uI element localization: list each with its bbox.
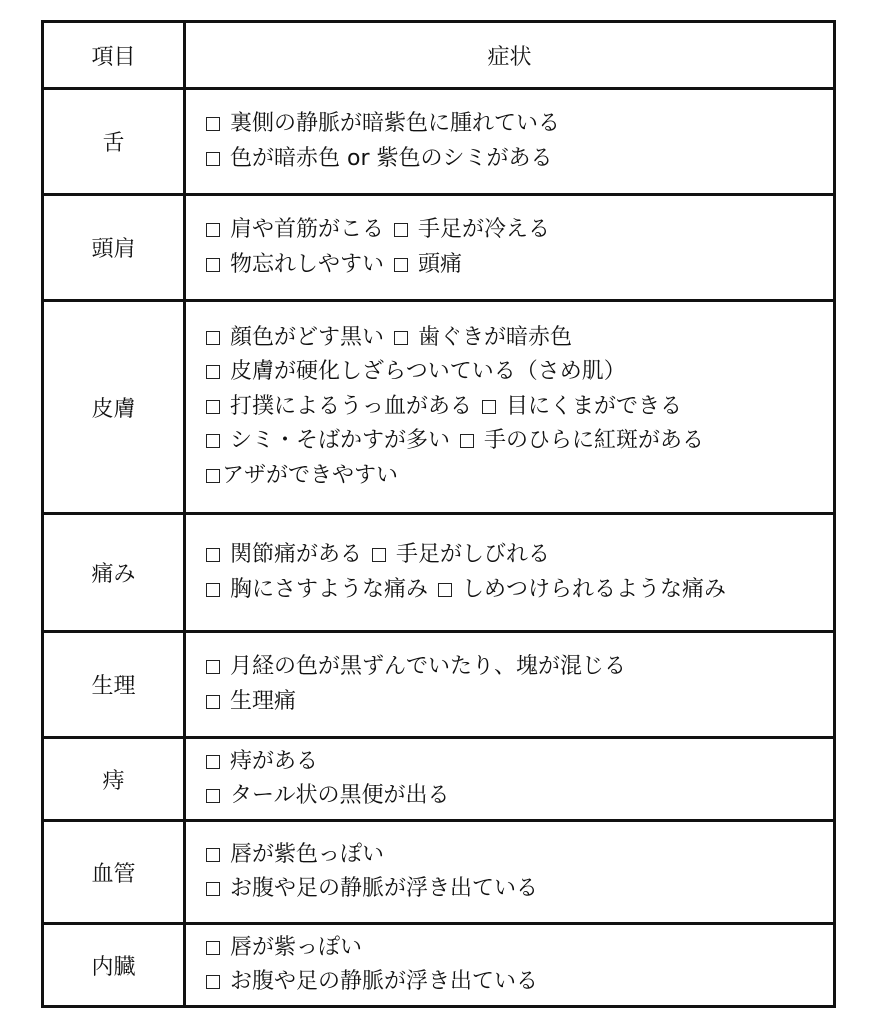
symptom-label: 関節痛がある	[230, 542, 363, 567]
header-row	[43, 22, 835, 89]
symptom-item	[394, 217, 550, 242]
symptom-label: アザができやすい	[222, 462, 399, 488]
symptom-label: 唇が紫っぽい	[230, 934, 363, 960]
symptom-item	[438, 577, 726, 602]
category-cell: 皮膚	[43, 301, 185, 514]
checkbox-icon[interactable]	[394, 258, 408, 272]
symptom-line	[206, 390, 833, 425]
header-symptoms: 症状	[185, 22, 835, 89]
symptom-label: お腹や足の静脈が浮き出ている	[230, 876, 539, 901]
table-row	[43, 89, 835, 195]
symptom-line	[206, 538, 833, 573]
table-row	[43, 195, 835, 301]
symptom-item	[482, 394, 682, 419]
symptom-item	[206, 111, 560, 136]
checkbox-icon[interactable]	[206, 975, 220, 989]
symptom-item	[460, 428, 704, 453]
symptom-item	[206, 689, 296, 714]
symptom-label: 唇が紫色っぽい	[230, 841, 385, 867]
symptom-checklist-table	[41, 20, 836, 1008]
symptom-item	[206, 876, 538, 901]
symptom-item	[206, 749, 318, 774]
table-row	[43, 301, 835, 514]
symptom-line	[206, 459, 833, 494]
symptom-item	[206, 935, 362, 960]
checkbox-icon[interactable]	[206, 223, 220, 237]
category-cell: 血管	[43, 821, 185, 924]
symptom-item	[206, 654, 626, 679]
category-cell: 痛み	[43, 514, 185, 632]
checkbox-icon[interactable]	[394, 331, 408, 345]
symptom-item	[206, 969, 538, 994]
symptom-line	[206, 213, 833, 248]
symptom-item	[206, 325, 384, 350]
symptom-label: 生理痛	[230, 688, 297, 714]
symptom-line	[206, 745, 833, 780]
symptom-line	[206, 779, 833, 814]
checkbox-icon[interactable]	[206, 583, 220, 597]
symptom-item	[206, 842, 384, 867]
category-cell: 頭肩	[43, 195, 185, 301]
symptoms-cell	[185, 924, 835, 1007]
symptom-item	[206, 783, 450, 808]
symptom-label: 歯ぐきが暗赤色	[418, 324, 573, 350]
symptom-label: 頭痛	[418, 251, 463, 277]
symptom-label: 打撲によるうっ血がある	[230, 393, 473, 419]
symptom-label: 痔がある	[230, 748, 319, 774]
symptom-line	[206, 573, 833, 608]
checkbox-icon[interactable]	[206, 660, 220, 674]
symptoms-cell	[185, 821, 835, 924]
checkbox-icon[interactable]	[206, 469, 220, 483]
checkbox-icon[interactable]	[438, 583, 452, 597]
category-cell: 生理	[43, 632, 185, 738]
symptom-line	[206, 107, 833, 142]
symptom-item	[206, 359, 626, 384]
symptom-item	[206, 542, 362, 567]
symptom-line	[206, 965, 833, 1000]
symptoms-cell	[185, 301, 835, 514]
symptom-item	[206, 577, 428, 602]
symptom-line	[206, 872, 833, 907]
symptom-label: 手足がしびれる	[396, 542, 551, 567]
symptoms-cell	[185, 632, 835, 738]
checkbox-icon[interactable]	[206, 848, 220, 862]
symptom-line	[206, 248, 833, 283]
symptom-item	[394, 325, 572, 350]
symptom-line	[206, 685, 833, 720]
checkbox-icon[interactable]	[206, 400, 220, 414]
symptom-item	[206, 252, 384, 277]
symptoms-cell	[185, 738, 835, 821]
header-category: 項目	[43, 22, 185, 89]
table-row	[43, 821, 835, 924]
checkbox-icon[interactable]	[206, 434, 220, 448]
symptoms-cell	[185, 89, 835, 195]
table-row	[43, 632, 835, 738]
symptom-label: お腹や足の静脈が浮き出ている	[230, 969, 539, 994]
symptom-label: 手足が冷える	[418, 217, 551, 242]
symptom-label: 裏側の静脈が暗紫色に腫れている	[230, 111, 561, 136]
symptom-line	[206, 142, 833, 177]
symptom-label: 月経の色が黒ずんでいたり、塊が混じる	[230, 654, 627, 679]
symptom-label: 目にくまができる	[506, 393, 683, 419]
symptom-label: しめつけられるような痛み	[462, 576, 727, 602]
symptom-line	[206, 321, 833, 356]
symptom-label: 肩や首筋がこる	[230, 217, 385, 242]
table-row	[43, 924, 835, 1007]
category-cell: 内臓	[43, 924, 185, 1007]
symptom-line	[206, 931, 833, 966]
symptom-item	[372, 542, 550, 567]
symptom-line	[206, 650, 833, 685]
checkbox-icon[interactable]	[394, 223, 408, 237]
symptom-item	[206, 394, 472, 419]
checkbox-icon[interactable]	[206, 789, 220, 803]
checkbox-icon[interactable]	[206, 548, 220, 562]
symptom-label: 胸にさすような痛み	[230, 576, 429, 602]
symptom-label: 手のひらに紅斑がある	[484, 428, 705, 454]
symptom-label: 顔色がどす黒い	[230, 324, 385, 350]
symptom-label: 色が暗赤色 or 紫色のシミがある	[230, 145, 553, 171]
table-row	[43, 514, 835, 632]
symptom-item	[394, 252, 462, 277]
checkbox-icon[interactable]	[206, 755, 220, 769]
symptom-label: 物忘れしやすい	[230, 251, 385, 277]
table-row	[43, 738, 835, 821]
category-cell: 痔	[43, 738, 185, 821]
checkbox-icon[interactable]	[206, 941, 220, 955]
symptoms-cell	[185, 195, 835, 301]
checkbox-icon[interactable]	[206, 117, 220, 131]
symptoms-cell	[185, 514, 835, 632]
symptom-item	[206, 217, 384, 242]
symptom-item	[206, 428, 450, 453]
symptom-item	[206, 146, 553, 171]
category-cell: 舌	[43, 89, 185, 195]
symptom-label: 皮膚が硬化しざらついている（さめ肌）	[230, 359, 626, 385]
symptom-label: タール状の黒便が出る	[230, 783, 450, 808]
checkbox-icon[interactable]	[206, 331, 220, 345]
symptom-line	[206, 424, 833, 459]
checkbox-icon[interactable]	[206, 695, 220, 709]
symptom-line	[206, 838, 833, 873]
checkbox-icon[interactable]	[206, 258, 220, 272]
checkbox-icon[interactable]	[482, 400, 496, 414]
symptom-item	[206, 463, 398, 488]
checkbox-icon[interactable]	[206, 365, 220, 379]
symptom-line	[206, 355, 833, 390]
checkbox-icon[interactable]	[460, 434, 474, 448]
checkbox-icon[interactable]	[372, 548, 386, 562]
checkbox-icon[interactable]	[206, 152, 220, 166]
checkbox-icon[interactable]	[206, 882, 220, 896]
symptom-label: シミ・そばかすが多い	[230, 428, 451, 454]
